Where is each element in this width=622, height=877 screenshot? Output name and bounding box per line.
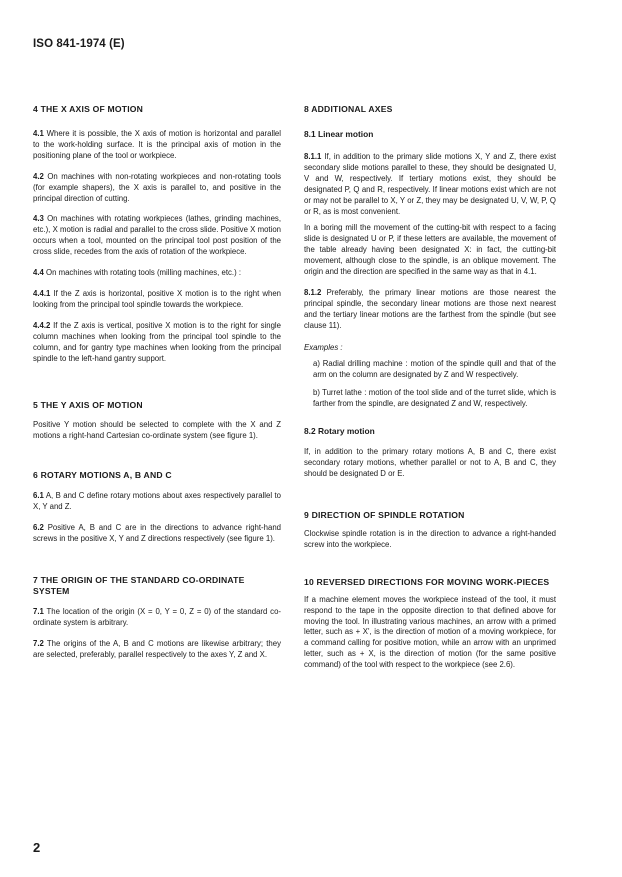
subsection-8-1-heading: 8.1 Linear motion [304, 129, 374, 139]
section-8-heading: 8 ADDITIONAL AXES [304, 104, 393, 114]
paragraph-text: The origins of the A, B and C motions are likewise arbitrary; they are selected, preferably, parallel respectively to the axes Y, Z and X. [33, 638, 281, 659]
clause-number: 4.2 [33, 171, 44, 181]
section-6-heading: 6 ROTARY MOTIONS A, B AND C [33, 470, 172, 481]
paragraph-text: On machines with rotating tools (milling machines, etc.) : [46, 268, 242, 278]
section-9-heading: 9 DIRECTION OF SPINDLE ROTATION [304, 509, 465, 520]
document-header: ISO 841-1974 (E) [33, 38, 125, 50]
paragraph-4-3 [33, 214, 281, 258]
paragraph-5: Positive Y motion should be selected to complete with the X and Z motions a right-hand Cartesian co-ordinate system (see figure 1). [33, 420, 281, 441]
paragraph-text: If the Z axis is horizontal, positive X motion is to the right when looking from the principal tool spindle towards the workpiece. [33, 288, 281, 309]
clause-number: 7.1 [33, 606, 44, 616]
example-a: a) Radial drilling machine : motion of the spindle quill and that of the arm on the column are designated by Z and W respectively. [313, 358, 556, 379]
paragraph-6-1 [33, 491, 281, 513]
paragraph-4-1 [33, 129, 281, 162]
clause-number: 4.1 [33, 129, 44, 138]
paragraph-4-4-1 [33, 289, 281, 311]
section-5-heading: 5 THE Y AXIS OF MOTION [33, 400, 143, 411]
clause-number: 4.4.2 [33, 320, 51, 330]
clause-number: 7.2 [33, 638, 44, 648]
clause-number: 4.4 [33, 268, 44, 278]
paragraph-text: Preferably, the primary linear motions are those nearest the principal spindle, the secondary linear motions are those next nearest and the tertiary linear motions are the farthest from the spindle (but see clause 11). [304, 287, 557, 330]
paragraph-4-2 [33, 172, 281, 205]
left-column [33, 104, 281, 660]
examples-label: Examples : [304, 342, 343, 352]
paragraph-8-1-1-continued: In a boring mill the movement of the cutting-bit with respect to a facing slide is designated U or P, if these letters are available, the movement of the table already having been designated X: in fact, the cutting-bit movement, although close to the spindle, is an oblique movement. The origin and the direction are specified in the same way as that in 4.1. [304, 223, 556, 277]
paragraph-6-2 [33, 523, 281, 545]
paragraph-text: Positive A, B and C are in the directions to advance right-hand screws in the positive X, Y and Z directions respectively (see figure 1). [33, 523, 281, 543]
clause-number: 6.2 [33, 523, 44, 533]
paragraph-7-2 [33, 639, 281, 661]
paragraph-10: If a machine element moves the workpiece instead of the tool, it must respond to the tape in the opposite direction to that defined above for moving the tool. In illustrating various machines, an arrow with a primed letter, such as + X', is the direction of motion of a moving workpiece, for a command calling for positive motion, while an arrow with an unprimed letter, such as + X, is the direction of motion (for the same positive command) of the tool with respect to the workpiece (see 2.6). [304, 594, 556, 670]
paragraph-text: Where it is possible, the X axis of motion is horizontal and parallel to the work-holding surface. It is the principal axis of motion in the positioning plane of the tool or workpiece. [33, 129, 281, 160]
paragraph-text: A, B and C define rotary motions about axes respectively parallel to X, Y and Z. [33, 491, 281, 512]
paragraph-text: On machines with rotating workpieces (lathes, grinding machines, etc.), X motion is radial and parallel to the cross slide. Positive X motion occurs when a tool, mounted on the principal tool post position of the cross slide, recedes from the axis of rotation of the workpiece. [33, 214, 281, 257]
paragraph-text: The location of the origin (X = 0, Y = 0, Z = 0) of the standard co-ordinate system is arbitrary. [33, 606, 282, 627]
paragraph-text: If, in addition to the primary slide motions X, Y and Z, there exist secondary slide motions parallel to these, they should be designated U, V and W, respectively. If tertiary motions exist, they should be designated P, Q and R, respectively. If linear motions exist which are not or may not be parallel to X, Y or Z, they may be designated U, V, W, P, Q or R, as is most convenient. [304, 152, 557, 216]
page-number: 2 [33, 840, 41, 855]
section-7-heading: 7 THE ORIGIN OF THE STANDARD CO-ORDINATE SYSTEM [33, 574, 245, 596]
paragraph-4-4-2 [33, 321, 281, 365]
section-4-heading: 4 THE X AXIS OF MOTION [33, 104, 144, 114]
section-10-heading: 10 REVERSED DIRECTIONS FOR MOVING WORK-PIECES [304, 576, 550, 587]
paragraph-text: If the Z axis is vertical, positive X motion is to the right for single column machines when looking from the principal tool spindle to the column, and for gantry type machines when looking from the principal spindle to the left-hand gantry support. [33, 320, 281, 363]
subsection-8-2-heading: 8.2 Rotary motion [304, 426, 375, 437]
example-b: b) Turret lathe : motion of the tool slide and of the turret slide, which is farther from the spindle, are designated Z and W, respectively. [313, 388, 556, 409]
clause-number: 8.1.2 [304, 287, 322, 297]
paragraph-9: Clockwise spindle rotation is in the direction to advance a right-handed screw into the workpiece. [304, 528, 556, 549]
clause-number: 4.4.1 [33, 288, 51, 298]
clause-number: 6.1 [33, 491, 44, 501]
paragraph-8-1-1 [304, 152, 556, 217]
paragraph-7-1 [33, 607, 281, 629]
paragraph-text: On machines with non-rotating workpieces and non-rotating tools (for example shapers), the X axis is parallel to, and positive in the principal direction of cutting. [33, 171, 282, 203]
clause-number: 8.1.1 [304, 152, 322, 161]
right-column [304, 104, 556, 671]
paragraph-8-2: If, in addition to the primary rotary motions A, B and C, there exist secondary rotary motions, whether parallel or not to A, B and C, they should be designated D or E. [304, 447, 556, 479]
paragraph-8-1-2 [304, 288, 556, 332]
clause-number: 4.3 [33, 214, 44, 224]
paragraph-4-4 [33, 268, 281, 279]
